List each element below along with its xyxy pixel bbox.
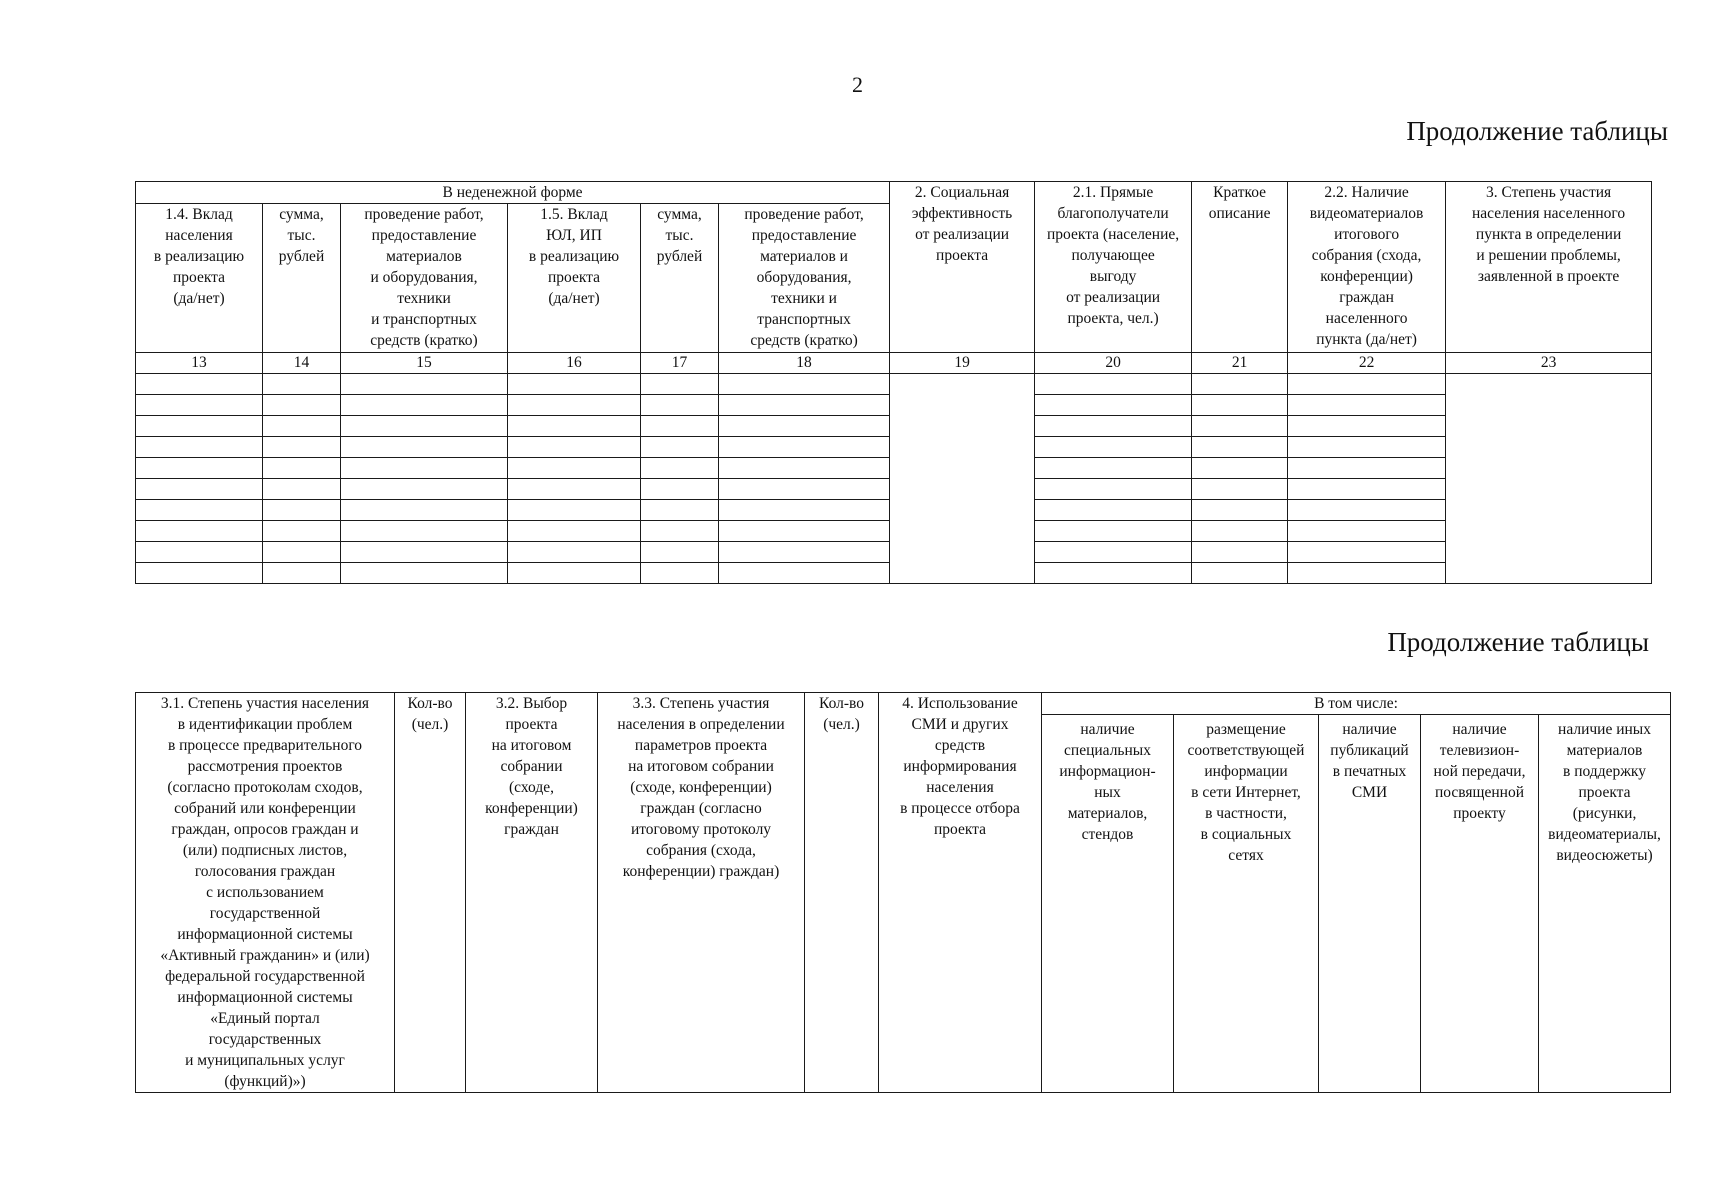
table-cell[interactable] [136, 479, 263, 500]
table-cell[interactable] [1288, 437, 1446, 458]
table-cell[interactable] [136, 374, 263, 395]
table-row [136, 374, 1652, 395]
table-cell[interactable] [341, 500, 508, 521]
table-cell[interactable] [1192, 521, 1288, 542]
table-cell[interactable] [263, 416, 341, 437]
header-media-usage: 4. Использование СМИ и других средств информирования населения в процессе отбора проекта [879, 693, 1042, 1093]
column-numbers-row [136, 353, 1652, 374]
header-parameters-participation: 3.3. Степень участия населения в определении параметров проекта на итоговом собрании (сходе, конференции) граждан (согласно итоговому протоколу собрания (схода, конференции) граждан) [598, 693, 805, 1093]
header-other-materials: наличие иных материалов в поддержку проекта (рисунки, видеоматериалы, видеосюжеты) [1539, 715, 1671, 1093]
table-cell[interactable] [1192, 416, 1288, 437]
table-cell[interactable] [1035, 542, 1192, 563]
table-cell[interactable] [508, 416, 641, 437]
table-cell[interactable] [1035, 500, 1192, 521]
table-cell[interactable] [719, 458, 890, 479]
header-population-contribution: 1.4. Вклад населения в реализацию проекта (да/нет) [136, 204, 263, 353]
header-sum-2: сумма, тыс. рублей [641, 204, 719, 353]
group-header-nonmonetary: В неденежной форме [136, 182, 890, 204]
table-cell[interactable] [719, 563, 890, 584]
table-cell[interactable] [508, 500, 641, 521]
table-cell[interactable] [263, 479, 341, 500]
table-cell[interactable] [1288, 479, 1446, 500]
table-cell[interactable] [341, 479, 508, 500]
table-cell[interactable] [508, 458, 641, 479]
table-cell[interactable] [719, 542, 890, 563]
table-cell[interactable] [341, 437, 508, 458]
header-works-1: проведение работ, предоставление материалов и оборудования, техники и транспортных средств (кратко) [341, 204, 508, 353]
table-cell[interactable] [136, 416, 263, 437]
table-cell[interactable] [719, 395, 890, 416]
header-participation-degree: 3. Степень участия населения населенного пункта в определении и решении проблемы, заявленной в проекте [1446, 182, 1652, 353]
col-num: 18 [719, 353, 890, 374]
table-cell[interactable] [719, 479, 890, 500]
table-cell[interactable] [641, 521, 719, 542]
header-project-selection: 3.2. Выбор проекта на итоговом собрании (сходе, конференции) граждан [466, 693, 598, 1093]
table-cell[interactable] [341, 542, 508, 563]
table-cell[interactable] [341, 563, 508, 584]
page-number: 2 [852, 72, 863, 97]
table-cell[interactable] [1192, 374, 1288, 395]
table-cell[interactable] [508, 374, 641, 395]
group-header-including: В том числе: [1042, 693, 1671, 715]
continuation-label-1: Продолжение таблицы [1406, 116, 1668, 146]
table-cell[interactable] [1192, 563, 1288, 584]
table-cell[interactable] [136, 500, 263, 521]
table-2 [135, 692, 1671, 1093]
table-cell[interactable] [1192, 479, 1288, 500]
table-cell[interactable] [641, 416, 719, 437]
continuation-label-2: Продолжение таблицы [1387, 627, 1649, 657]
table-cell[interactable] [719, 416, 890, 437]
header-works-2: проведение работ, предоставление материалов и оборудования, техники и транспортных средств (кратко) [719, 204, 890, 353]
table-cell[interactable] [641, 395, 719, 416]
table-cell[interactable] [508, 479, 641, 500]
header-video-materials: 2.2. Наличие видеоматериалов итогового собрания (схода, конференции) граждан населенного пункта (да/нет) [1288, 182, 1446, 353]
table-cell[interactable] [1035, 395, 1192, 416]
table-cell[interactable] [1192, 395, 1288, 416]
table-cell[interactable] [263, 458, 341, 479]
table-cell[interactable] [1035, 521, 1192, 542]
table-cell[interactable] [263, 500, 341, 521]
table-cell[interactable] [1192, 500, 1288, 521]
header-count-2: Кол-во (чел.) [805, 693, 879, 1093]
col-num: 17 [641, 353, 719, 374]
table-cell[interactable] [1288, 521, 1446, 542]
table-cell[interactable] [136, 563, 263, 584]
header-tv-broadcast: наличие телевизион- ной передачи, посвященной проекту [1421, 715, 1539, 1093]
table-cell[interactable] [136, 521, 263, 542]
table-cell[interactable] [1288, 542, 1446, 563]
table-cell[interactable] [1288, 416, 1446, 437]
col-num: 15 [341, 353, 508, 374]
header-sum-1: сумма, тыс. рублей [263, 204, 341, 353]
table-cell[interactable] [1192, 437, 1288, 458]
table-cell-merged[interactable] [1446, 374, 1652, 584]
table-cell[interactable] [641, 563, 719, 584]
table-cell[interactable] [341, 458, 508, 479]
table-cell[interactable] [341, 416, 508, 437]
col-num: 20 [1035, 353, 1192, 374]
table-cell[interactable] [1035, 437, 1192, 458]
table-1 [135, 181, 1652, 584]
table-cell[interactable] [1035, 479, 1192, 500]
table-cell[interactable] [719, 374, 890, 395]
table-cell[interactable] [1035, 416, 1192, 437]
table-cell[interactable] [1035, 458, 1192, 479]
header-direct-beneficiaries: 2.1. Прямые благополучатели проекта (население, получающее выгоду от реализации проекта, чел.) [1035, 182, 1192, 353]
table-cell[interactable] [641, 500, 719, 521]
table-cell[interactable] [1288, 563, 1446, 584]
header-problem-identification: 3.1. Степень участия населения в идентификации проблем в процессе предварительного рассмотрения проектов (согласно протоколам сходов, собраний или конференции граждан, опросов граждан и (или) подписных листов, голосования граждан с использованием государственной информационной системы «Активный гражданин» и (или) федеральной государственной информационной системы «Единый портал государственных и муниципальных услуг (функций)») [136, 693, 395, 1093]
table-cell[interactable] [641, 374, 719, 395]
table-cell[interactable] [1192, 542, 1288, 563]
table-cell[interactable] [508, 542, 641, 563]
table-cell[interactable] [341, 521, 508, 542]
table-cell[interactable] [641, 542, 719, 563]
table-cell[interactable] [136, 542, 263, 563]
col-num: 22 [1288, 353, 1446, 374]
table-cell[interactable] [1288, 458, 1446, 479]
table-cell[interactable] [1192, 458, 1288, 479]
table-cell[interactable] [719, 437, 890, 458]
header-internet-posting: размещение соответствующей информации в сети Интернет, в частности, в социальных сетях [1174, 715, 1319, 1093]
header-special-materials: наличие специальных информацион- ных материалов, стендов [1042, 715, 1174, 1093]
table-cell-merged[interactable] [890, 374, 1035, 584]
table-cell[interactable] [508, 395, 641, 416]
table-cell[interactable] [136, 437, 263, 458]
header-short-description: Краткое описание [1192, 182, 1288, 353]
col-num: 13 [136, 353, 263, 374]
table-cell[interactable] [1035, 374, 1192, 395]
table-cell[interactable] [719, 500, 890, 521]
table-cell[interactable] [263, 521, 341, 542]
table-cell[interactable] [263, 395, 341, 416]
table-cell[interactable] [341, 374, 508, 395]
col-num: 14 [263, 353, 341, 374]
table-cell[interactable] [1035, 563, 1192, 584]
table-cell[interactable] [136, 458, 263, 479]
header-print-publications: наличие публикаций в печатных СМИ [1319, 715, 1421, 1093]
table-cell[interactable] [508, 563, 641, 584]
table-cell[interactable] [641, 458, 719, 479]
col-num: 19 [890, 353, 1035, 374]
table-cell[interactable] [136, 395, 263, 416]
header-social-efficiency: 2. Социальная эффективность от реализации проекта [890, 182, 1035, 353]
table-cell[interactable] [508, 437, 641, 458]
col-num: 23 [1446, 353, 1652, 374]
table-cell[interactable] [641, 437, 719, 458]
table-cell[interactable] [263, 374, 341, 395]
col-num: 16 [508, 353, 641, 374]
header-legal-entity-contribution: 1.5. Вклад ЮЛ, ИП в реализацию проекта (да/нет) [508, 204, 641, 353]
table-cell[interactable] [341, 395, 508, 416]
col-num: 21 [1192, 353, 1288, 374]
table-cell[interactable] [263, 542, 341, 563]
table-cell[interactable] [1288, 395, 1446, 416]
table-cell[interactable] [1288, 500, 1446, 521]
table-cell[interactable] [719, 521, 890, 542]
table-cell[interactable] [1288, 374, 1446, 395]
table-cell[interactable] [263, 437, 341, 458]
table-cell[interactable] [641, 479, 719, 500]
table-cell[interactable] [263, 563, 341, 584]
table-cell[interactable] [508, 521, 641, 542]
header-count-1: Кол-во (чел.) [395, 693, 466, 1093]
